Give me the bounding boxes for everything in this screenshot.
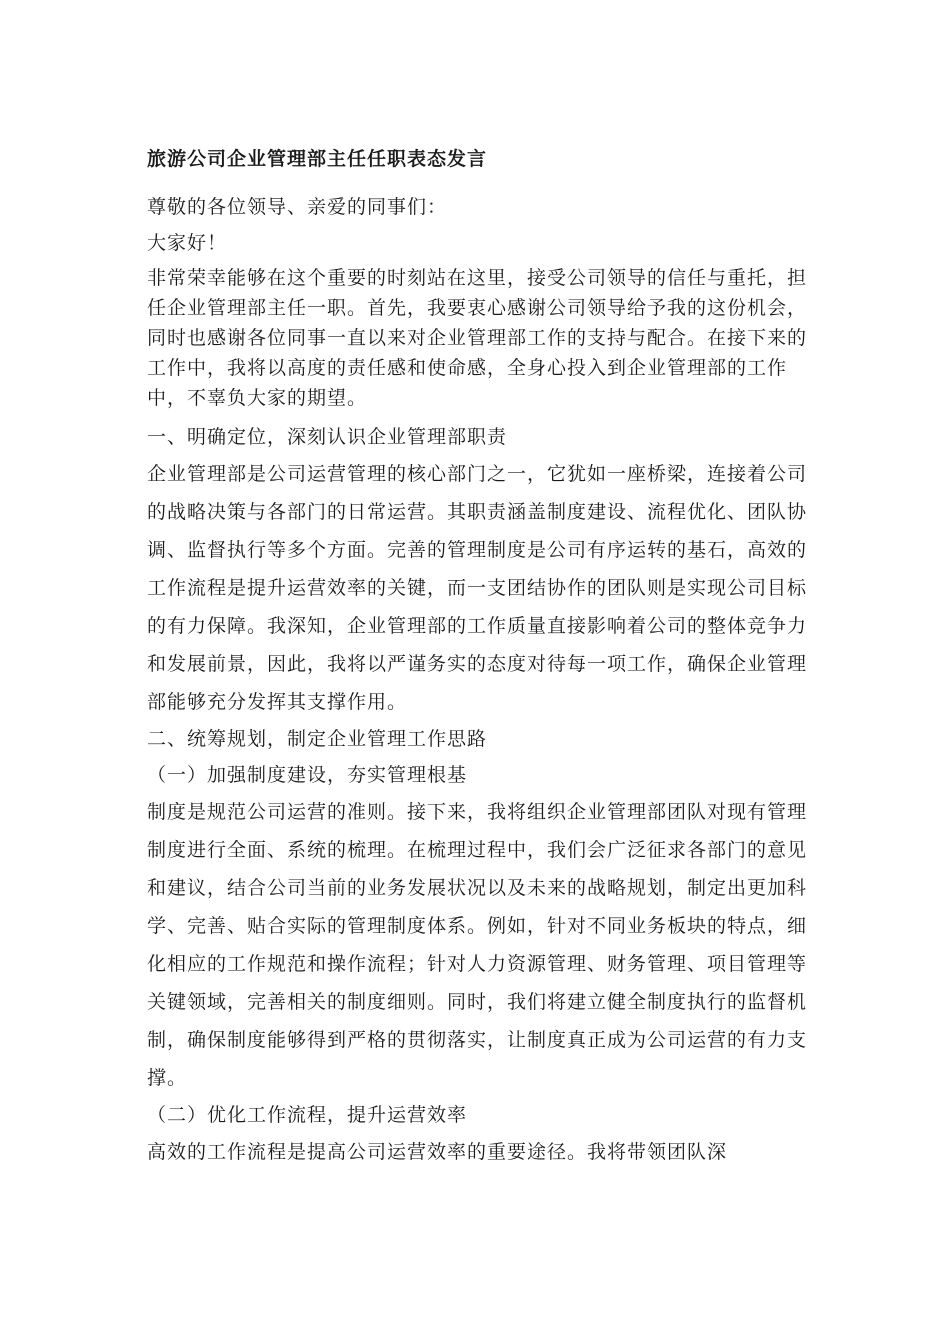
salutation: 尊敬的各位领导、亲爱的同事们： [147,196,448,218]
section-1-heading: 一、明确定位，深刻认识企业管理部职责 [147,426,508,448]
document-content [147,142,807,1171]
subsection-2-1-paragraph: 制度是规范公司运营的准则。接下来，我将组织企业管理部团队对现有管理制度进行全面、系统的梳理。在梳理过程中，我们会广泛征求各部门的意见和建议，结合公司当前的业务发展状况以及未来的战略规划，制定出更加科学、完善、贴合实际的管理制度体系。例如，针对不同业务板块的特点，细化相应的工作规范和操作流程；针对人力资源管理、财务管理、项目管理等关键领域，完善相关的制度细则。同时，我们将建立健全制度执行的监督机制，确保制度能够得到严格的贯彻落实，让制度真正成为公司运营的有力支撑。 [147,801,808,1089]
intro-paragraph: 非常荣幸能够在这个重要的时刻站在这里，接受公司领导的信任与重托，担任企业管理部主任一职。首先，我要衷心感谢公司领导给予我的这份机会，同时也感谢各位同事一直以来对企业管理部工作的支持与配合。在接下来的工作中，我将以高度的责任感和使命感，全身心投入到企业管理部的工作中，不辜负大家的期望。 [147,267,808,409]
subsection-2-2-paragraph: 高效的工作流程是提高公司运营效率的重要途径。我将带领团队深 [147,1141,728,1163]
subsection-2-2-heading: （二）优化工作流程，提升运营效率 [147,1104,468,1126]
document-title: 旅游公司企业管理部主任任职表态发言 [147,148,488,170]
section-2-heading: 二、统筹规划，制定企业管理工作思路 [147,728,488,750]
greeting: 大家好！ [147,232,228,254]
subsection-2-1-heading: （一）加强制度建设，夯实管理根基 [147,764,468,786]
section-1-paragraph: 企业管理部是公司运营管理的核心部门之一，它犹如一座桥梁，连接着公司的战略决策与各部门的日常运营。其职责涵盖制度建设、流程优化、团队协调、监督执行等多个方面。完善的管理制度是公司有序运转的基石，高效的工作流程是提升运营效率的关键，而一支团结协作的团队则是实现公司目标的有力保障。我深知，企业管理部的工作质量直接影响着公司的整体竞争力和发展前景，因此，我将以严谨务实的态度对待每一项工作，确保企业管理部能够充分发挥其支撑作用。 [147,463,808,713]
